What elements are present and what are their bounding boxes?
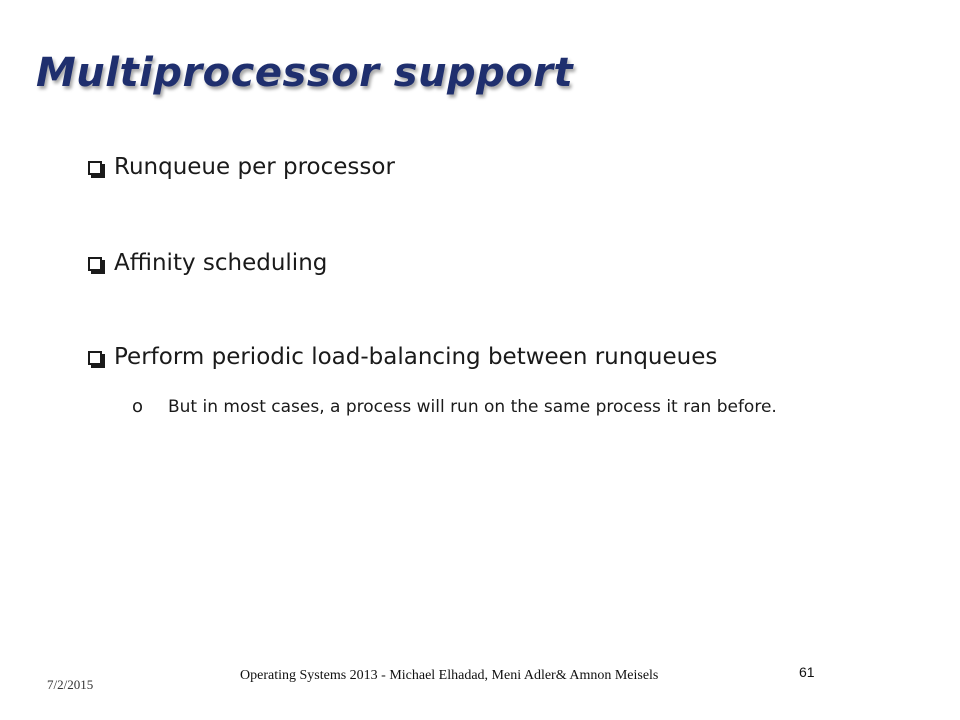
bullet-text: Affinity scheduling [114,250,328,276]
sub-bullet-text: But in most cases, a process will run on the same process it ran before. [168,397,777,417]
sub-bullet-marker: o [132,396,144,417]
checkbox-icon [88,257,102,271]
slide-title: Multiprocessor support [36,50,574,96]
bullet-item [88,250,327,276]
bullet-item [88,344,717,370]
bullet-item [88,154,395,180]
footer-credit: Operating Systems 2013 - Michael Elhadad, Meni Adler& Amnon Meisels [240,668,659,683]
footer-date: 7/2/2015 [47,677,94,692]
page-number: 61 [799,664,815,680]
checkbox-icon [88,161,102,175]
bullet-text: Runqueue per processor [114,154,395,180]
checkbox-icon [88,351,102,365]
bullet-text: Perform periodic load-balancing between runqueues [114,344,718,370]
sub-bullet-item [132,388,852,426]
